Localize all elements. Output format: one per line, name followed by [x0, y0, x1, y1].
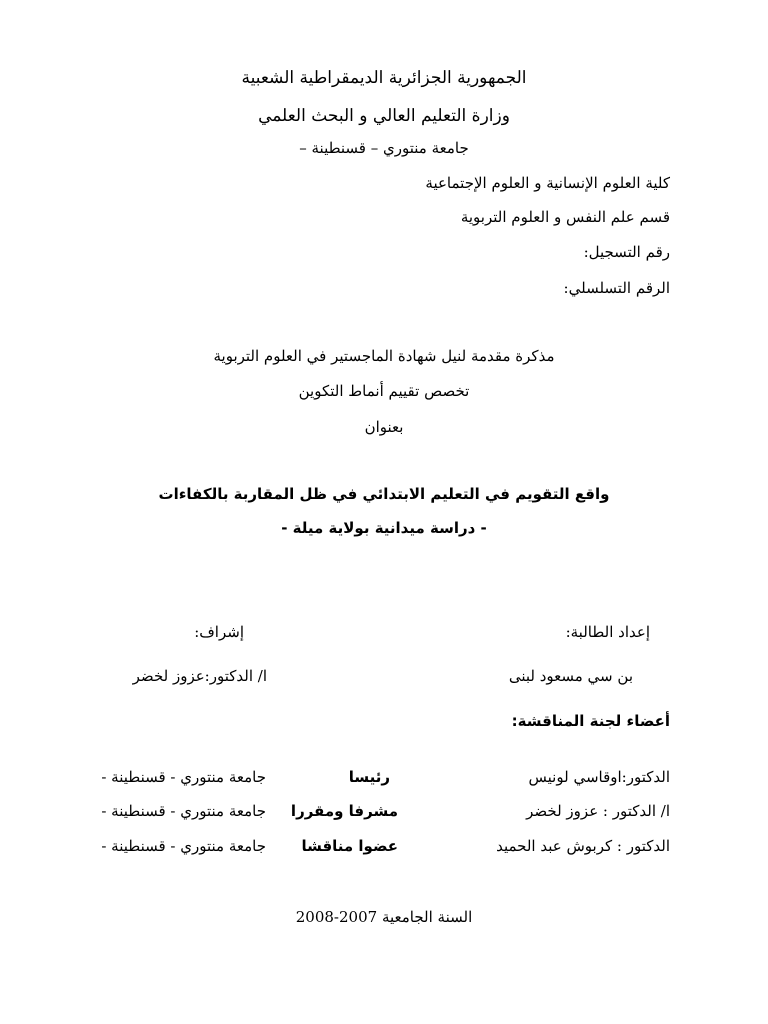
specialty: تخصص تقييم أنماط التكوين [298, 382, 470, 400]
committee-member-role: عضوا مناقشا [301, 837, 398, 855]
student-label: إعداد الطالبة: [565, 623, 650, 641]
supervisor-name: ا/ الدكتور:عزوز لخضر [132, 667, 267, 685]
committee-member-role: رئيسا [348, 768, 390, 786]
university-name: جامعة منتوري – قسنطينة – [299, 139, 469, 157]
ministry-name: وزارة التعليم العالي و البحث العلمي [258, 106, 510, 126]
committee-member-affiliation: جامعة منتوري - قسنطينة - [101, 837, 266, 855]
serial-number-label: الرقم التسلسلي: [563, 279, 670, 297]
committee-member-name: ا/ الدكتور : عزوز لخضر [526, 802, 670, 820]
thesis-title: واقع التقويم في التعليم الابتدائي في ظل المقاربة بالكفاءات [158, 485, 610, 503]
supervisor-label: إشراف: [194, 623, 244, 641]
student-name: بن سي مسعود لبنى [508, 667, 633, 685]
title-label: بعنوان [364, 418, 404, 436]
republic-name: الجمهورية الجزائرية الديمقراطية الشعبية [241, 68, 527, 88]
registration-number-label: رقم التسجيل: [583, 243, 670, 261]
thesis-subtitle: - دراسة ميدانية بولاية ميلة - [281, 519, 487, 537]
degree-statement: مذكرة مقدمة لنيل شهادة الماجستير في العلوم التربوية [213, 347, 555, 365]
committee-member-affiliation: جامعة منتوري - قسنطينة - [101, 802, 266, 820]
committee-member-role: مشرفا ومقررا [290, 802, 398, 820]
committee-member-affiliation: جامعة منتوري - قسنطينة - [101, 768, 266, 786]
committee-member-name: الدكتور : كربوش عبد الحميد [496, 837, 670, 855]
academic-year: السنة الجامعية 2007-2008 [295, 908, 473, 926]
department-name: قسم علم النفس و العلوم التربوية [460, 208, 670, 226]
committee-heading: أعضاء لجنة المناقشة: [511, 712, 670, 730]
committee-member-name: الدكتور:اوقاسي لونيس [528, 768, 670, 786]
faculty-name: كلية العلوم الإنسانية و العلوم الإجتماعية [425, 174, 670, 192]
